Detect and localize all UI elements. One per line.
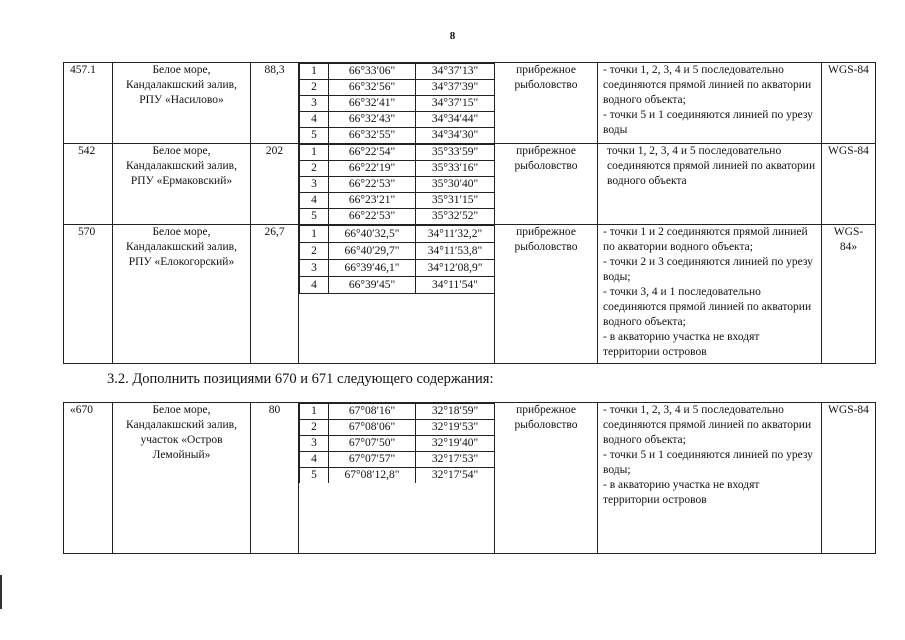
longitude: 32°17′54" [416,468,495,484]
fishing-type: прибрежное рыболовство [495,144,598,225]
coordinate-row [300,420,495,436]
longitude: 32°19′40" [416,436,495,452]
position-number: 570 [64,225,113,364]
boundary-description: точки 1, 2, 3, 4 и 5 последовательно соединяются прямой линией по акватории водного объекта [598,144,822,225]
coordinate-row [300,452,495,468]
longitude: 32°17′53" [416,452,495,468]
latitude: 66°22′53" [329,177,416,193]
point-number: 5 [300,209,329,225]
coordinates-cell [299,144,495,225]
longitude: 32°18′59" [416,404,495,420]
coordinate-row [300,260,495,277]
section-heading: 3.2. Дополнить позициями 670 и 671 следующего содержания: [107,371,494,387]
latitude: 67°08′06" [329,420,416,436]
coordinates-table [299,225,494,294]
area-size: 202 [251,144,299,225]
latitude: 66°39′45" [329,277,416,294]
coordinate-row [300,468,495,484]
coordinate-row [300,128,495,144]
coordinates-table [299,403,494,483]
longitude: 35°33′59" [416,145,495,161]
coordinates-cell [299,403,495,554]
coordinate-row [300,161,495,177]
fishing-type: прибрежное рыболовство [495,225,598,364]
point-number: 2 [300,243,329,260]
coordinate-system: WGS-84 [822,144,876,225]
latitude: 66°32′55" [329,128,416,144]
table-row [64,225,876,364]
coordinate-row [300,436,495,452]
fishing-type: прибрежное рыболовство [495,63,598,144]
longitude: 34°34′30" [416,128,495,144]
longitude: 34°37′39" [416,80,495,96]
point-number: 1 [300,145,329,161]
point-number: 5 [300,468,329,484]
position-number: «670 [64,403,113,554]
longitude: 34°11′32,2" [416,226,495,243]
area-name: Белое море, Кандалакшский залив, участок «Остров Лемойный» [113,403,251,554]
point-number: 3 [300,436,329,452]
point-number: 3 [300,177,329,193]
latitude: 67°07′50" [329,436,416,452]
latitude: 66°39′46,1" [329,260,416,277]
point-number: 1 [300,64,329,80]
longitude: 35°31′15" [416,193,495,209]
latitude: 66°32′41" [329,96,416,112]
coordinate-system: WGS-84 [822,403,876,554]
coordinate-row [300,145,495,161]
point-number: 1 [300,404,329,420]
longitude: 34°11′54" [416,277,495,294]
coordinates-cell [299,63,495,144]
longitude: 34°11′53,8" [416,243,495,260]
latitude: 66°40′29,7" [329,243,416,260]
coordinate-system: WGS-84» [822,225,876,364]
point-number: 2 [300,161,329,177]
latitude: 66°22′54" [329,145,416,161]
table-row [64,403,876,554]
coordinate-row [300,96,495,112]
latitude: 67°08′12,8" [329,468,416,484]
latitude: 66°23′21" [329,193,416,209]
coordinate-row [300,177,495,193]
coordinate-row [300,404,495,420]
coordinate-row [300,193,495,209]
fishing-type: прибрежное рыболовство [495,403,598,554]
table-row [64,63,876,144]
latitude: 67°08′16" [329,404,416,420]
coordinate-row [300,112,495,128]
point-number: 3 [300,260,329,277]
latitude: 66°32′43" [329,112,416,128]
longitude: 35°30′40" [416,177,495,193]
point-number: 4 [300,277,329,294]
point-number: 2 [300,80,329,96]
longitude: 34°12′08,9" [416,260,495,277]
longitude: 34°37′13" [416,64,495,80]
coordinate-system: WGS-84 [822,63,876,144]
point-number: 4 [300,193,329,209]
coordinate-row [300,243,495,260]
boundary-description: - точки 1 и 2 соединяются прямой линией по акватории водного объекта; - точки 2 и 3 соединяются линией по урезу воды; - точки 3, 4 и 1 последовательно соединяются прямой линией по акватории водного объекта; - в акваторию участка не входят территории островов [598,225,822,364]
position-number: 457.1 [64,63,113,144]
boundary-description: - точки 1, 2, 3, 4 и 5 последовательно соединяются прямой линией по акватории водного объекта; - точки 5 и 1 соединяются линией по урезу воды; - в акваторию участка не входят территории островов [598,403,822,554]
coordinates-cell [299,225,495,364]
latitude: 66°40′32,5" [329,226,416,243]
area-size: 88,3 [251,63,299,144]
scan-margin-mark [0,575,2,609]
point-number: 2 [300,420,329,436]
new-positions-table [63,402,876,554]
longitude: 34°37′15" [416,96,495,112]
latitude: 66°22′53" [329,209,416,225]
coordinates-table [299,144,494,224]
longitude: 34°34′44" [416,112,495,128]
point-number: 3 [300,96,329,112]
page-number: 8 [449,30,456,42]
area-name: Белое море, Кандалакшский залив, РПУ «Елокогорский» [113,225,251,364]
boundary-description: - точки 1, 2, 3, 4 и 5 последовательно соединяются прямой линией по акватории водного объекта; - точки 5 и 1 соединяются линией по урезу воды [598,63,822,144]
coordinate-row [300,226,495,243]
coordinates-table [299,63,494,143]
latitude: 66°22′19" [329,161,416,177]
coordinate-row [300,277,495,294]
point-number: 5 [300,128,329,144]
area-size: 80 [251,403,299,554]
coordinate-row [300,64,495,80]
point-number: 4 [300,452,329,468]
latitude: 66°33′06" [329,64,416,80]
position-number: 542 [64,144,113,225]
latitude: 67°07′57" [329,452,416,468]
longitude: 35°33′16" [416,161,495,177]
point-number: 1 [300,226,329,243]
area-size: 26,7 [251,225,299,364]
point-number: 4 [300,112,329,128]
area-name: Белое море, Кандалакшский залив, РПУ «Ермаковский» [113,144,251,225]
latitude: 66°32′56" [329,80,416,96]
coordinate-row [300,80,495,96]
fishing-areas-table [63,62,876,364]
coordinate-row [300,209,495,225]
longitude: 35°32′52" [416,209,495,225]
table-row [64,144,876,225]
area-name: Белое море, Кандалакшский залив, РПУ «Насилово» [113,63,251,144]
longitude: 32°19′53" [416,420,495,436]
